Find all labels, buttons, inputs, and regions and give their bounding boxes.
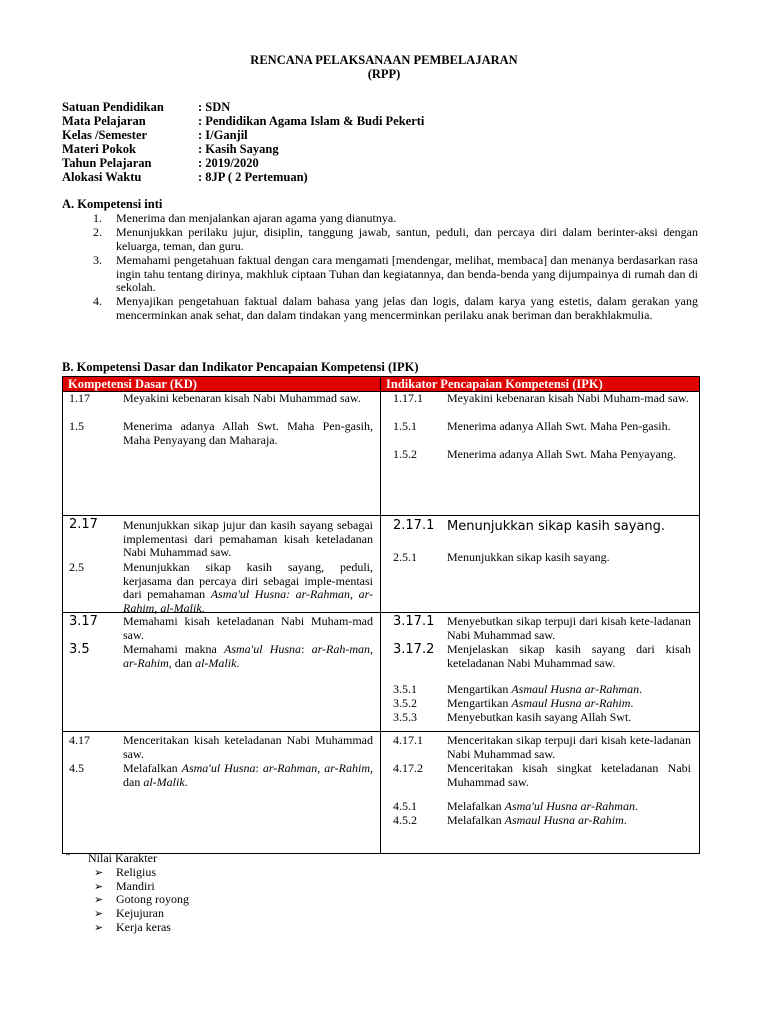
- ipk-text: Menunjukkan sikap kasih sayang.: [447, 550, 610, 564]
- arrow-bullet-icon: ➢: [94, 866, 104, 879]
- document-title: RENCANA PELAKSANAAN PEMBELAJARAN: [250, 53, 518, 67]
- kd-text: Memahami makna Asma'ul Husna: ar-Rah-man, ar-Rahim, dan al-Malik.: [123, 642, 373, 670]
- info-label: Mata Pelajaran: [62, 114, 146, 128]
- kd-cell: [63, 392, 381, 516]
- arrow-bullet-icon: ➢: [94, 880, 104, 893]
- document-subtitle: (RPP): [367, 67, 401, 81]
- list-item: Kerja keras: [116, 920, 171, 934]
- info-label: Satuan Pendidikan: [62, 100, 164, 114]
- arrow-bullet-icon: ➢: [94, 907, 104, 920]
- list-item-number: 2.: [93, 225, 102, 239]
- kd-number: 4.17: [69, 733, 90, 747]
- kd-text: Menerima adanya Allah Swt. Maha Pen-gasih, Maha Penyayang dan Maharaja.: [123, 419, 373, 447]
- info-label: Alokasi Waktu: [62, 170, 142, 184]
- info-value: : 8JP ( 2 Pertemuan): [198, 170, 308, 184]
- ipk-number: 3.17.2: [393, 642, 435, 657]
- arrow-bullet-icon: ➢: [94, 893, 104, 906]
- table-row: [63, 732, 700, 854]
- ipk-text: Menceritakan kisah singkat keteladanan Nabi Muhammad saw.: [447, 761, 691, 789]
- ipk-cell: [381, 392, 700, 516]
- list-item-number: 3.: [93, 253, 102, 267]
- kd-number: 2.5: [69, 560, 84, 574]
- ipk-text: Menyebutkan sikap terpuji dari kisah kete-ladanan Nabi Muhammad saw.: [447, 614, 691, 642]
- kd-number: 1.5: [69, 419, 84, 433]
- ipk-cell: [381, 732, 700, 854]
- ipk-number: 1.17.1: [393, 391, 423, 405]
- table-header-row: [63, 377, 700, 392]
- ipk-number: 1.5.1: [393, 419, 417, 433]
- ipk-number: 3.17.1: [393, 614, 435, 629]
- kd-ipk-table: [62, 376, 700, 854]
- kd-text: Melafalkan Asma'ul Husna: ar-Rahman, ar-Rahim, dan al-Malik.: [123, 761, 374, 789]
- kd-text: Menunjukkan sikap jujur dan kasih sayang sebagai implementasi dari pemahaman kisah keteladanan Nabi Muhammad saw.: [123, 518, 373, 559]
- ipk-number: 4.5.1: [393, 799, 417, 813]
- nilai-karakter-heading: Nilai Karakter: [88, 851, 157, 865]
- info-value: : I/Ganjil: [198, 128, 248, 142]
- list-item: Mandiri: [116, 879, 155, 893]
- list-item: Menerima dan menjalankan ajaran agama yang dianutnya.: [116, 211, 397, 225]
- info-value: : 2019/2020: [198, 156, 259, 170]
- kd-number: 1.17: [69, 391, 90, 405]
- list-item-number: 1.: [93, 211, 102, 225]
- info-label: Tahun Pelajaran: [62, 156, 152, 170]
- list-item: Gotong royong: [116, 892, 189, 906]
- ipk-number: 2.17.1: [393, 518, 435, 533]
- ipk-number: 3.5.3: [393, 710, 417, 724]
- table-row: [63, 392, 700, 516]
- ipk-text: Mengartikan Asmaul Husna ar-Rahman.: [447, 682, 643, 696]
- ipk-text: Melafalkan Asma'ul Husna ar-Rahman.: [447, 799, 638, 813]
- ipk-text: Mengartikan Asmaul Husna ar-Rahim.: [447, 696, 634, 710]
- ipk-number: 4.5.2: [393, 813, 417, 827]
- ipk-text: Menyebutkan kasih sayang Allah Swt.: [447, 710, 632, 724]
- kd-number: 3.17: [69, 614, 98, 629]
- kd-number: 2.17: [69, 517, 98, 532]
- info-value: : Pendidikan Agama Islam & Budi Pekerti: [198, 114, 425, 128]
- info-value: : Kasih Sayang: [198, 142, 279, 156]
- list-item: Kejujuran: [116, 906, 164, 920]
- kd-text: Menceritakan kisah keteladanan Nabi Muhammad saw.: [123, 733, 373, 761]
- table-row: [63, 516, 700, 613]
- ipk-cell: [381, 516, 700, 613]
- ipk-text: Menceritakan sikap terpuji dari kisah kete-ladanan Nabi Muhammad saw.: [447, 733, 691, 761]
- info-label: Materi Pokok: [62, 142, 136, 156]
- kd-cell: [63, 516, 381, 613]
- list-item: Memahami pengetahuan faktual dengan cara mengamati [mendengar, melihat, membaca] dan menanya berdasarkan rasa ingin tahu tentang dirinya, makhluk ciptaan Tuhan dan kegiatannya, dan benda-benda yang dijumpainya di rumah dan di sekolah.: [116, 253, 698, 294]
- ipk-cell: [381, 613, 700, 732]
- section-b-heading: B. Kompetensi Dasar dan Indikator Pencapaian Kompetensi (IPK): [62, 360, 419, 374]
- column-header-kd: Kompetensi Dasar (KD): [63, 377, 381, 392]
- ipk-number: 2.5.1: [393, 550, 417, 564]
- list-item: Menunjukkan perilaku jujur, disiplin, tanggung jawab, santun, peduli, dan percaya diri dalam berinter-aksi dengan keluarga, teman, dan guru.: [116, 225, 698, 253]
- ipk-text: Menjelaskan sikap kasih sayang dari kisah keteladanan Nabi Muhammad saw.: [447, 642, 691, 670]
- ipk-text: Menerima adanya Allah Swt. Maha Penyayang.: [447, 447, 676, 461]
- list-item: Menyajikan pengetahuan faktual dalam bahasa yang jelas dan logis, dalam karya yang estetis, dalam gerakan yang mencerminkan anak sehat, dan dalam tindakan yang mencerminkan perilaku anak beriman dan berakhlakmulia.: [116, 294, 698, 322]
- column-header-ipk: Indikator Pencapaian Kompetensi (IPK): [381, 377, 700, 392]
- list-item-number: 4.: [93, 294, 102, 308]
- ipk-text: Menunjukkan sikap kasih sayang.: [447, 519, 666, 534]
- section-marker: ˝: [66, 851, 70, 865]
- kd-text: Meyakini kebenaran kisah Nabi Muhammad saw.: [123, 391, 361, 405]
- kd-text: Menunjukkan sikap kasih sayang, peduli, kerjasama dan percaya diri sebagai imple-mentasi dari pemahaman Asma'ul Husna: ar-Rahman, ar-Rahim, al-Malik.: [123, 560, 373, 615]
- ipk-text: Meyakini kebenaran kisah Nabi Muham-mad saw.: [447, 391, 689, 405]
- section-a-heading: A. Kompetensi inti: [62, 197, 163, 211]
- kd-cell: [63, 613, 381, 732]
- info-label: Kelas /Semester: [62, 128, 148, 142]
- ipk-number: 3.5.1: [393, 682, 417, 696]
- info-value: : SDN: [198, 100, 231, 114]
- ipk-number: 1.5.2: [393, 447, 417, 461]
- ipk-text: Melafalkan Asmaul Husna ar-Rahim.: [447, 813, 627, 827]
- table-row: [63, 613, 700, 732]
- kd-cell: [63, 732, 381, 854]
- kd-number: 3.5: [69, 642, 90, 657]
- ipk-number: 4.17.1: [393, 733, 423, 747]
- kd-text: Memahami kisah keteladanan Nabi Muham-mad saw.: [123, 614, 373, 642]
- ipk-number: 4.17.2: [393, 761, 423, 775]
- arrow-bullet-icon: ➢: [94, 921, 104, 934]
- list-item: Religius: [116, 865, 157, 879]
- ipk-number: 3.5.2: [393, 696, 417, 710]
- kd-number: 4.5: [69, 761, 84, 775]
- ipk-text: Menerima adanya Allah Swt. Maha Pen-gasih.: [447, 419, 671, 433]
